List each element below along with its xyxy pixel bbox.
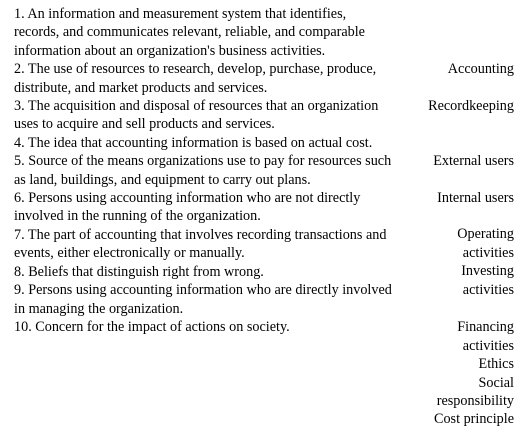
- term-external-users: External users: [433, 153, 514, 169]
- term-social-responsibility: responsibility: [436, 393, 514, 409]
- term-recordkeeping: Recordkeeping: [428, 98, 514, 114]
- statement-2: 2. The use of resources to research, develop, purchase, produce, distribute, and market products and services.: [14, 61, 377, 96]
- statement-5: 5. Source of the means organizations use to pay for resources such as land, buildings, and equipment to carry out plans.: [14, 153, 392, 188]
- term-social: Social: [478, 375, 514, 391]
- term-ethics: Ethics: [478, 356, 514, 372]
- statement-8: 8. Beliefs that distinguish right from wrong.: [14, 263, 264, 280]
- statement-7: 7. The part of accounting that involves recording transactions and events, either electronically or manually.: [14, 226, 387, 262]
- term-financing-activities: activities: [462, 338, 514, 354]
- statement-4: 4. The idea that accounting information is based on actual cost.: [14, 134, 373, 151]
- statements-column: [14, 5, 394, 336]
- statement-9: 9. Persons using accounting information who are directly involved in managing the organization.: [14, 282, 392, 317]
- term-internal-users: Internal users: [437, 190, 514, 206]
- statement-3: 3. The acquisition and disposal of resources that an organization uses to acquire and sell products and services.: [14, 98, 379, 133]
- term-operating: Operating: [457, 226, 514, 242]
- term-financing: Financing: [457, 319, 514, 335]
- statement-1: 1. An information and measurement system that identifies, records, and communicates relevant, reliable, and comparable information about an organization's business activities.: [14, 6, 365, 59]
- term-investing-activities: activities: [462, 282, 514, 298]
- statement-10: 10. Concern for the impact of actions on society.: [14, 318, 290, 335]
- term-accounting: Accounting: [447, 61, 514, 77]
- term-cost-principle: Cost principle: [434, 411, 514, 427]
- term-investing: Investing: [461, 263, 514, 279]
- term-operating-activities: activities: [462, 245, 514, 261]
- statement-6: 6. Persons using accounting information who are not directly involved in the running of the organization.: [14, 190, 361, 225]
